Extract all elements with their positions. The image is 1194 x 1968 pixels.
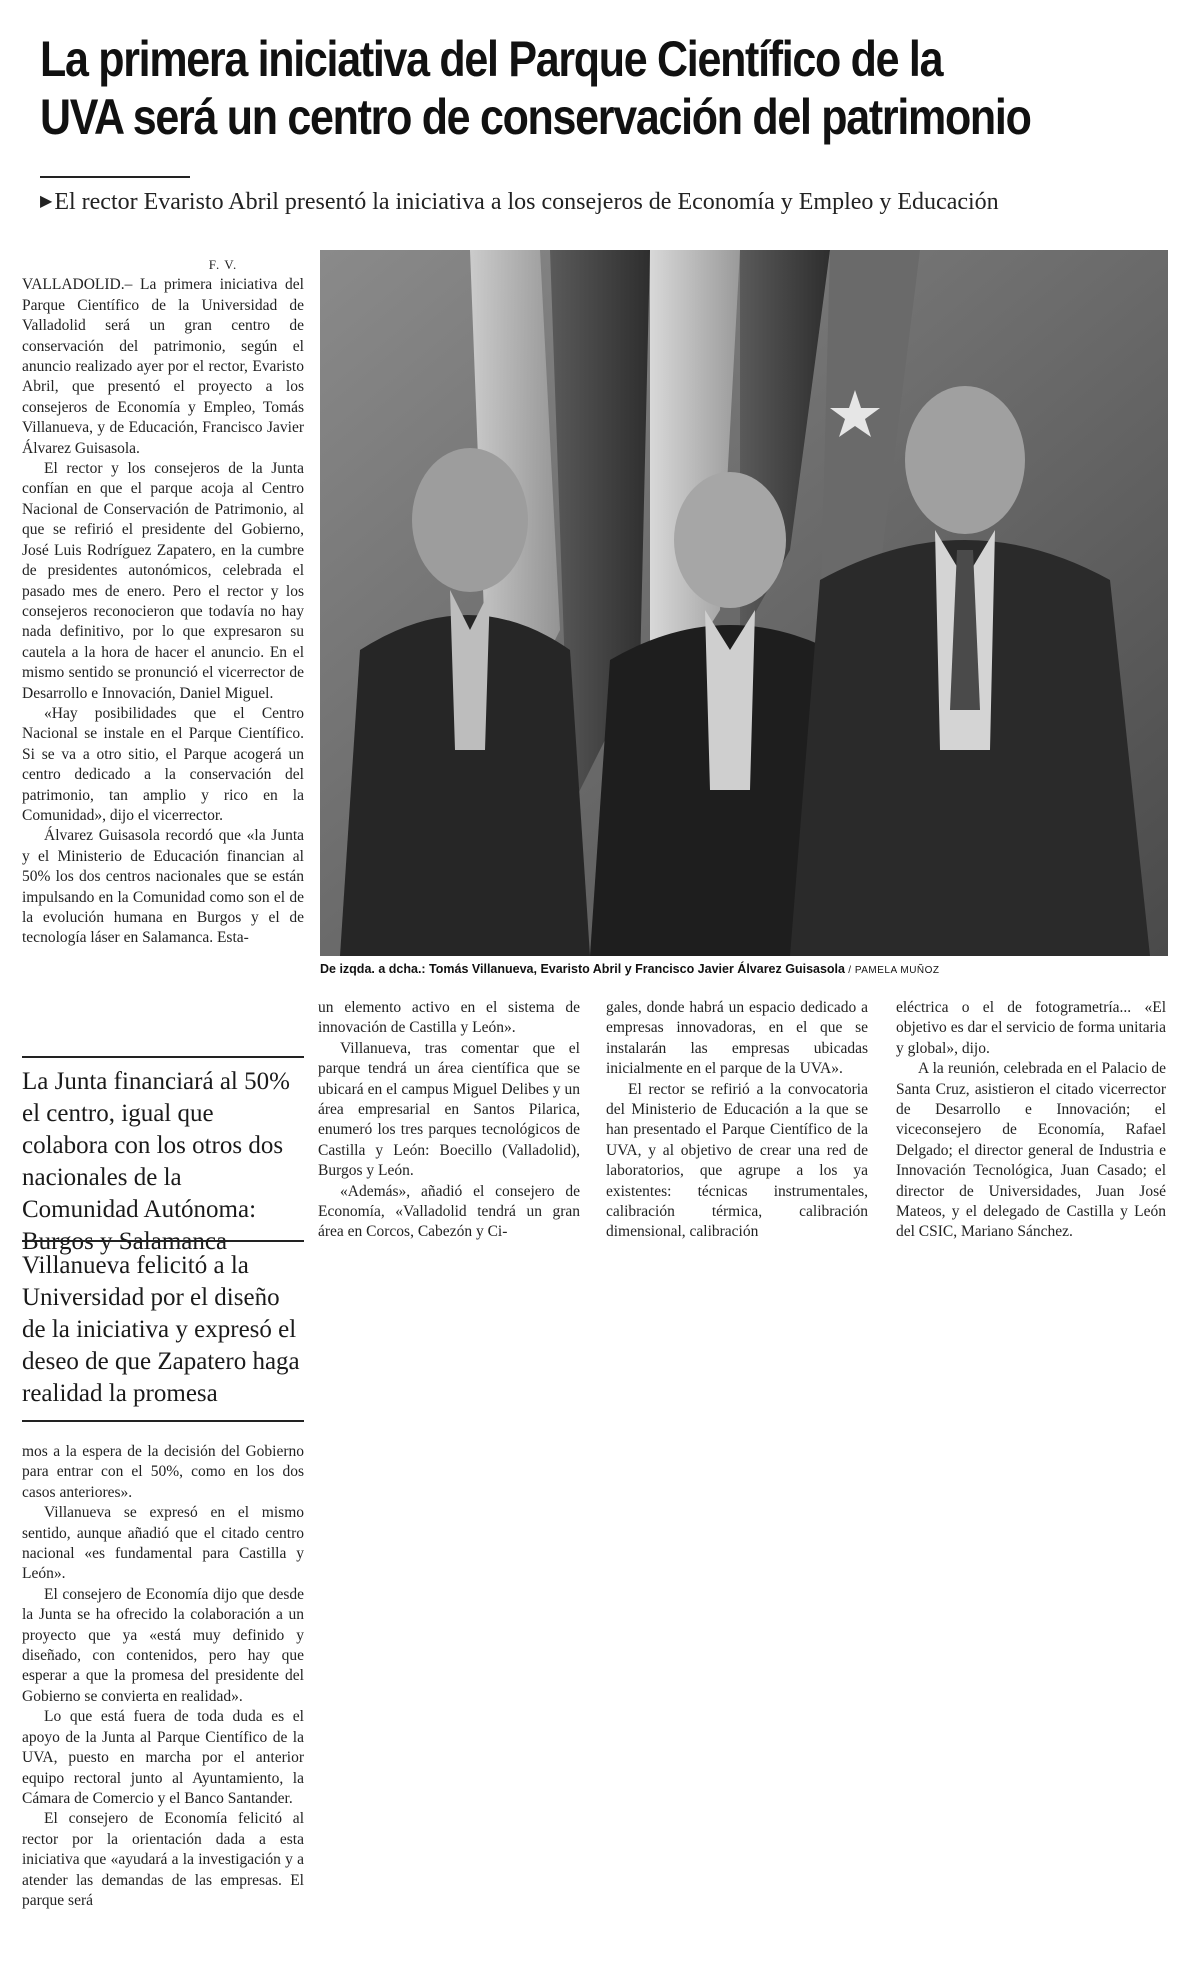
headline	[40, 30, 1031, 146]
byline: F. V.	[208, 257, 238, 272]
article-paragraph: VALLADOLID.– La primera iniciativa del Parque Científico de la Universidad de Valladolid será un gran centro de conservación del patrimonio, según el anuncio realizado ayer por el rector, Evaristo Abril, que presentó el proyecto a los consejeros de Economía y Empleo, Tomás Villanueva, y de Educación, Francisco Javier Álvarez Guisasola.	[22, 276, 304, 457]
article-column-3	[606, 998, 868, 1243]
article-paragraph: El consejero de Economía felicitó al rector por la orientación dada a esta iniciativa que «ayudará a la investigación y a atender las demandas de las empresas. El parque será	[22, 1810, 304, 1909]
article-paragraph: El rector se refirió a la convocatoria del Ministerio de Educación a la que se han presentado el Parque Científico de la UVA, y al objetivo de crear una red de laboratorios, que agrupe a los ya existentes: técnicas instrumentales, calibración térmica, calibración dimensional, calibración	[606, 1080, 868, 1241]
article-paragraph: gales, donde habrá un espacio dedicado a empresas innovadoras, en el que se instalarán las empresas ubicadas inicialmente en el parque de la UVA».	[606, 999, 868, 1078]
article-column-2	[318, 998, 580, 1243]
article-column-1-bottom	[22, 1442, 304, 1911]
triangle-marker-icon: ▶	[40, 191, 53, 210]
photo-illustration	[320, 250, 1168, 956]
article-paragraph: un elemento activo en el sistema de innovación de Castilla y León».	[318, 999, 580, 1037]
pullquote-divider	[22, 1240, 304, 1242]
pullquote-1: La Junta financiará al 50% el centro, igual que colabora con los otros dos nacionales de la Comunidad Autónoma: Burgos y Salamanca	[22, 1068, 290, 1255]
subheadline-text: El rector Evaristo Abril presentó la iniciativa a los consejeros de Economía y Empleo y Educación	[54, 189, 999, 215]
article-paragraph: eléctrica o el de fotogrametría... «El objetivo es dar el servicio de forma unitaria y global», dijo.	[896, 999, 1166, 1057]
pullquote-divider	[22, 1420, 304, 1422]
subheadline	[40, 186, 1180, 217]
article-paragraph: A la reunión, celebrada en el Palacio de Santa Cruz, asistieron el citado vicerrector de Desarrollo e Innovación; el viceconsejero de Economía, Rafael Delgado; el director general de Industria e Innovación Tecnológica, Juan Casado; el director de Universidades, Juan José Mateos, y el delegado de Castilla y León del CSIC, Mariano Sánchez.	[896, 1060, 1166, 1241]
article-column-4	[896, 998, 1166, 1243]
photo-caption	[320, 962, 1180, 976]
article-paragraph: Lo que está fuera de toda duda es el apoyo de la Junta al Parque Científico de la UVA, puesto en marcha por el anterior equipo rectoral junto al Ayuntamiento, la Cámara de Comercio y el Banco Santander.	[22, 1708, 304, 1807]
pullquote-2: Villanueva felicitó a la Universidad por el diseño de la iniciativa y expresó el deseo de que Zapatero haga realidad la promesa	[22, 1252, 300, 1407]
photo-credit: / PAMELA MUÑOZ	[844, 965, 940, 976]
article-paragraph: Álvarez Guisasola recordó que «la Junta y el Ministerio de Educación financian al 50% los dos centros nacionales que se están impulsando en la Comunidad como son el de la evolución humana en Burgos y el de tecnología láser en Salamanca. Esta-	[22, 827, 304, 947]
article-paragraph: «Además», añadió el consejero de Economía, «Valladolid tendrá un gran área en Corcos, Cabezón y Ci-	[318, 1182, 580, 1241]
article-photo	[320, 250, 1168, 956]
article-paragraph: «Hay posibilidades que el Centro Nacional se instale en el Parque Científico. Si se va a otro sitio, el Parque acogerá un centro dedicado a la conservación del patrimonio, tan amplio y rico en la Comunidad», dijo el vicerrector.	[22, 704, 304, 824]
article-paragraph: El consejero de Economía dijo que desde la Junta se ha ofrecido la colaboración a un proyecto que ya «está muy definido y diseñado, con contenidos, pero hay que esperar a que la promesa del presidente del Gobierno se convierta en realidad».	[22, 1585, 304, 1705]
article-column-1-top	[22, 255, 304, 949]
pullquote-divider	[22, 1056, 304, 1058]
article-paragraph: Villanueva, tras comentar que el parque tendrá un área científica que se ubicará en el campus Miguel Delibes y un área empresarial en Santos Pilarica, enumeró los tres parques tecnológicos de Castilla y León: Boecillo (Valladolid), Burgos y León.	[318, 1039, 580, 1180]
headline-divider	[40, 176, 190, 178]
article-paragraph: mos a la espera de la decisión del Gobierno para entrar con el 50%, como en los dos casos anteriores».	[22, 1443, 304, 1501]
article-paragraph: El rector y los consejeros de la Junta confían en que el parque acoja al Centro Nacional de Conservación de Patrimonio, al que se refirió el presidente del Gobierno, José Luis Rodríguez Zapatero, en la cumbre de presidentes autonómicos, celebrada el pasado mes de enero. Pero el rector y los consejeros reconocieron que todavía no hay nada definitivo, por lo que expresaron su cautela a la hora de hacer el anuncio. En el mismo sentido se pronunció el vicerrector de Desarrollo e Innovación, Daniel Miguel.	[22, 460, 304, 702]
article-paragraph: Villanueva se expresó en el mismo sentido, aunque añadió que el citado centro nacional «es fundamental para Castilla y León».	[22, 1504, 304, 1583]
headline-line-2: UVA será un centro de conservación del patrimonio	[40, 89, 1031, 145]
headline-line-1: La primera iniciativa del Parque Científico de la	[40, 31, 943, 87]
photo-caption-text: De izqda. a dcha.: Tomás Villanueva, Evaristo Abril y Francisco Javier Álvarez Guisasola	[320, 962, 845, 976]
